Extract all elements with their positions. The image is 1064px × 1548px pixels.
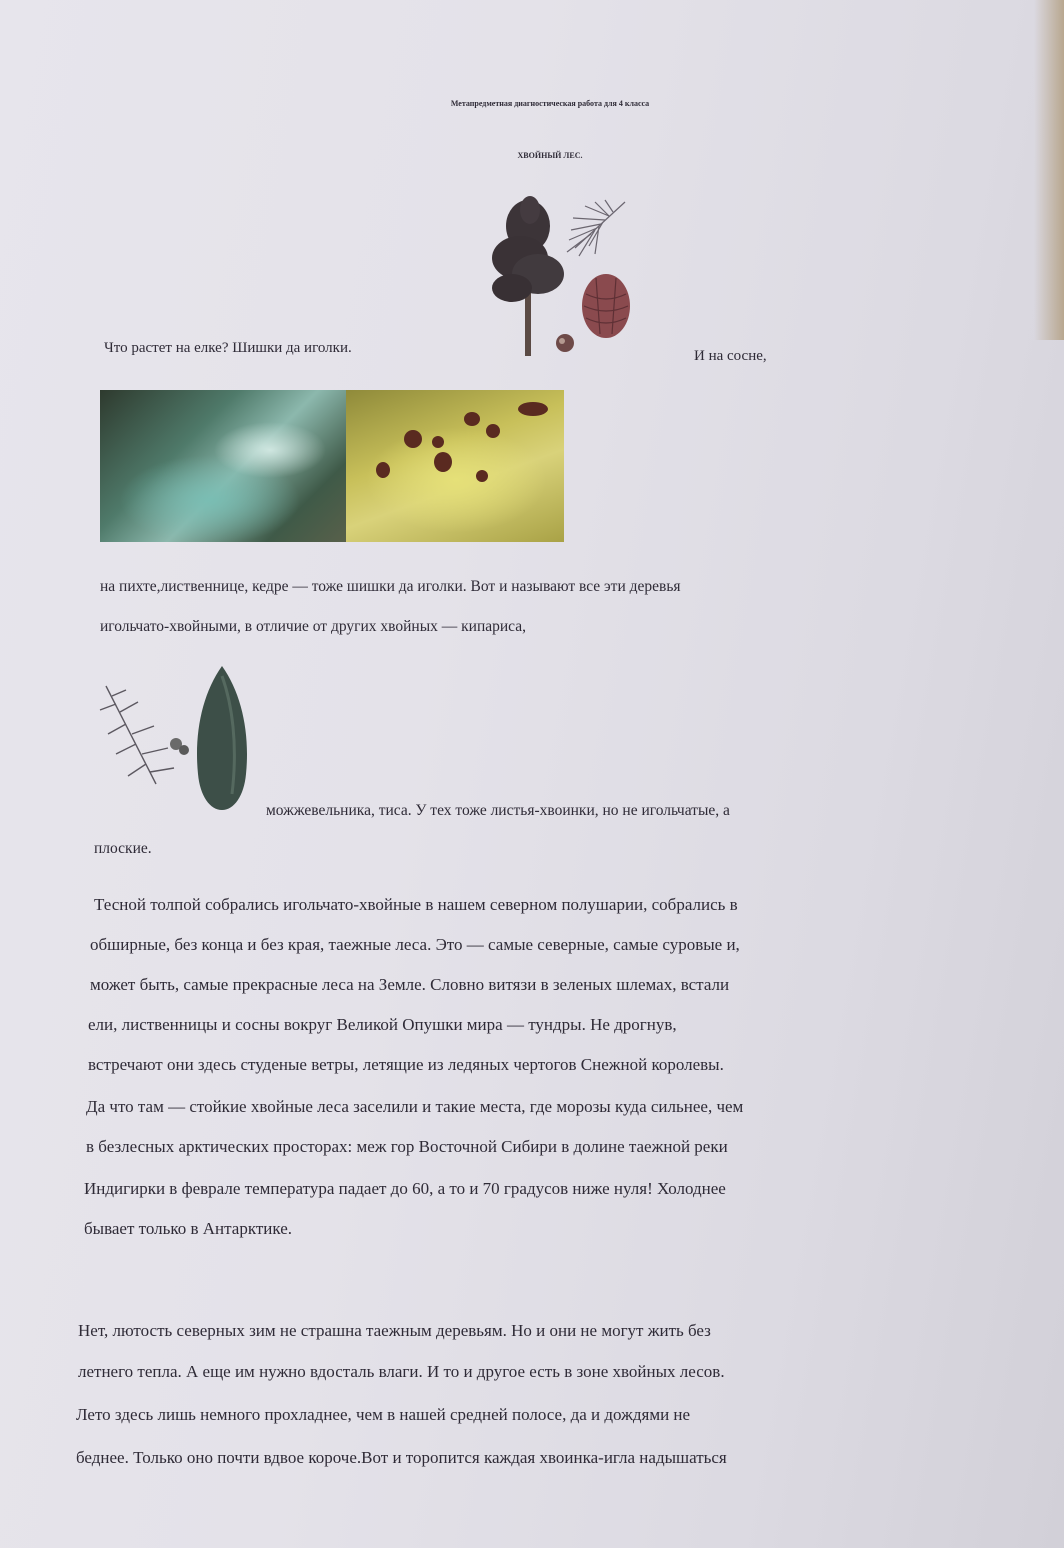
para1-line: на пихте,лиственнице, кедре — тоже шишки да иголки. Вот и называют все эти деревья <box>100 578 681 595</box>
larch-cones-photo <box>346 390 564 542</box>
cypress-tree-icon <box>192 664 252 812</box>
para3-line: в безлесных арктических просторах: меж гор Восточной Сибири в долине таежной реки <box>86 1137 728 1156</box>
para4-line: Нет, лютость северных зим не страшна таежным деревьям. Но и они не могут жить без <box>78 1321 711 1340</box>
para3-line: бывает только в Антарктике. <box>84 1219 293 1238</box>
document-header: Метапредметная диагностическая работа для 4 класса <box>450 99 650 108</box>
para1-line: игольчато-хвойными, в отличие от других хвойных — кипариса, <box>100 618 527 635</box>
fir-branch-photo <box>100 390 346 542</box>
para2-line: можжевельника, тиса. У тех тоже листья-хвоинки, но не игольчатые, а <box>266 802 730 819</box>
pine-cone-icon <box>578 270 634 342</box>
intro-line: Что растет на елке? Шишки да иголки. <box>104 340 352 356</box>
para3-line: встречают они здесь студеные ветры, летящие из ледяных чертогов Снежной королевы. <box>88 1055 724 1074</box>
page-edge-shadow <box>1034 0 1064 340</box>
para4-line: беднее. Только оно почти вдвое короче.Вот и торопится каждая хвоинка-игла надышаться <box>76 1448 727 1467</box>
small-cone-icon <box>552 330 578 356</box>
para3-line: ели, лиственницы и сосны вокруг Великой Опушки мира — тундры. Не дрогнув, <box>88 1015 677 1034</box>
para3-line: может быть, самые прекрасные леса на Земле. Словно витязи в зеленых шлемах, встали <box>90 975 730 994</box>
para3-line: Индигирки в феврале температура падает до 60, а то и 70 градусов ниже нуля! Холоднее <box>84 1179 726 1198</box>
document-title: ХВОЙНЫЙ ЛЕС. <box>517 151 583 160</box>
para2-line: плоские. <box>94 840 152 857</box>
para3-line: обширные, без конца и без края, таежные леса. Это — самые северные, самые суровые и, <box>90 935 740 954</box>
cypress-branch-icon <box>96 680 192 792</box>
pine-branch-icon <box>565 198 629 260</box>
para3-line: Да что там — стойкие хвойные леса заселили и такие места, где морозы куда сильнее, чем <box>86 1097 744 1116</box>
para4-line: Лето здесь лишь немного прохладнее, чем в нашей средней полосе, да и дождями не <box>76 1405 691 1424</box>
intro-line-right: И на сосне, <box>694 348 767 364</box>
para4-line: летнего тепла. А еще им нужно вдосталь влаги. И то и другое есть в зоне хвойных лесов. <box>78 1362 725 1381</box>
para3-line: Тесной толпой собрались игольчато-хвойные в нашем северном полушарии, собрались в <box>94 895 738 914</box>
